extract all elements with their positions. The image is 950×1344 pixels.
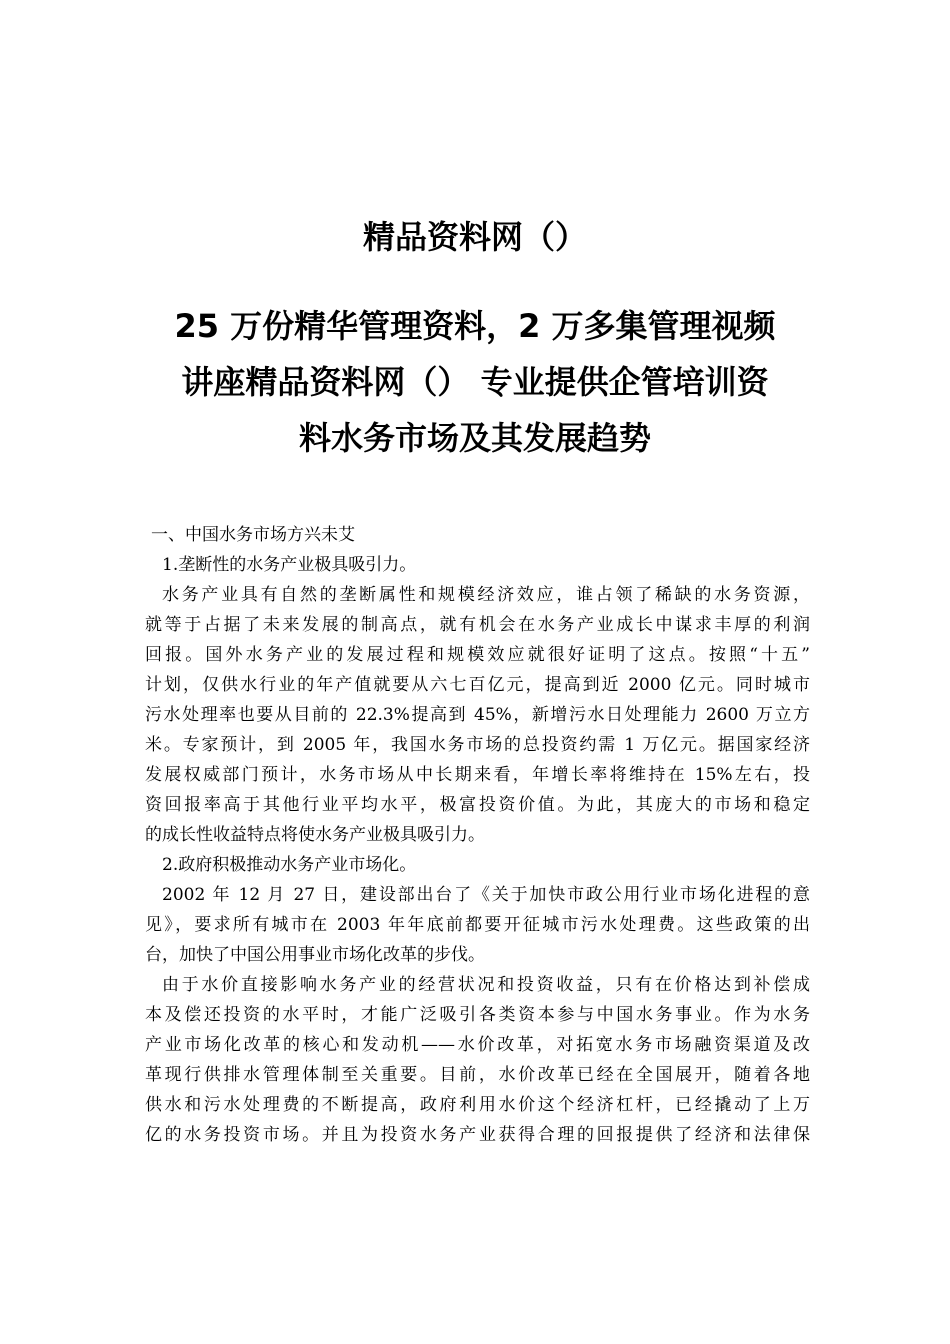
paragraph-line: 2002 年 12 月 27 日，建设部出台了《关于加快市政公用行业市场化进程的意 [162,885,810,905]
paragraph-line: 污水处理率也要从目前的 22.3%提高到 45%，新增污水日处理能力 2600 万立方 [145,705,810,725]
paragraph-line: 水务产业具有自然的垄断属性和规模经济效应，谁占领了稀缺的水务资源， [162,585,810,605]
paragraph-line: 产业市场化改革的核心和发动机——水价改革，对拓宽水务市场融资渠道及改 [145,1035,810,1055]
subheading-1: 1.垄断性的水务产业极具吸引力。 [162,555,417,575]
paragraph-1 [145,580,810,850]
paragraph-line: 台，加快了中国公用事业市场化改革的步伐。 [145,945,485,965]
paragraph-line: 回报。国外水务产业的发展过程和规模效应就很好证明了这点。按照“十五” [145,645,810,665]
section-heading: 一、中国水务市场方兴未艾 [151,525,355,545]
body-text [145,520,810,1150]
paragraph-line: 亿的水务投资市场。并且为投资水务产业获得合理的回报提供了经济和法律保 [145,1125,810,1145]
paragraph-line: 见》，要求所有城市在 2003 年年底前都要开征城市污水处理费。这些政策的出 [145,915,810,935]
paragraph-line: 革现行供排水管理体制至关重要。目前，水价改革已经在全国展开，随着各地 [145,1065,810,1085]
paragraph-line: 就等于占据了未来发展的制高点，就有机会在水务产业成长中谋求丰厚的利润 [145,615,810,635]
site-title: 精品资料网（） [362,218,587,256]
paragraph-line: 计划，仅供水行业的年产值就要从六七百亿元，提高到近 2000 亿元。同时城市 [145,675,810,695]
paragraph-3 [145,970,810,1150]
main-title-line: 讲座精品资料网（） 专业提供企管培训资 [181,363,769,401]
paragraph-line: 资回报率高于其他行业平均水平，极富投资价值。为此，其庞大的市场和稳定 [145,795,810,815]
paragraph-line: 的成长性收益特点将使水务产业极具吸引力。 [145,825,485,845]
paragraph-line: 本及偿还投资的水平时，才能广泛吸引各类资本参与中国水务事业。作为水务 [145,1005,810,1025]
paragraph-line: 由于水价直接影响水务产业的经营状况和投资收益，只有在价格达到补偿成 [162,975,810,995]
subheading-2: 2.政府积极推动水务产业市场化。 [162,855,417,875]
paragraph-2 [145,880,810,970]
main-title-line: 25 万份精华管理资料，2 万多集管理视频 [174,307,776,345]
main-title-line: 料水务市场及其发展趋势 [298,419,651,457]
paragraph-line: 米。专家预计，到 2005 年，我国水务市场的总投资约需 1 万亿元。据国家经济 [145,735,810,755]
paragraph-line: 供水和污水处理费的不断提高，政府利用水价这个经济杠杆，已经撬动了上万 [145,1095,810,1115]
main-title [120,298,830,466]
paragraph-line: 发展权威部门预计，水务市场从中长期来看，年增长率将维持在 15%左右，投 [145,765,810,785]
